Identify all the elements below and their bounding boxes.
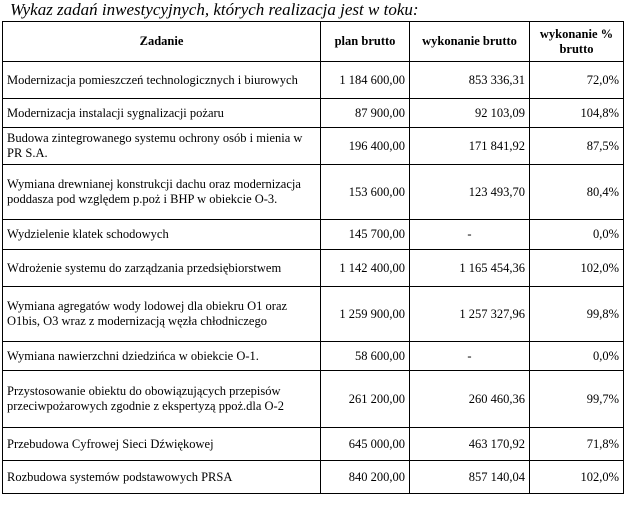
table-row xyxy=(3,287,624,342)
cell-pct: 80,4% xyxy=(530,165,624,220)
table-row xyxy=(3,371,624,428)
cell-plan: 261 200,00 xyxy=(321,371,410,428)
cell-pct: 71,8% xyxy=(530,428,624,461)
header-pct-line2: brutto xyxy=(559,41,594,56)
cell-task: Przystosowanie obiektu do obowiązujących przepisów przeciwpożarowych zgodnie z ekspertyzą ppoż.dla O-2 xyxy=(3,371,321,428)
cell-done: 857 140,04 xyxy=(410,461,530,494)
table-row xyxy=(3,99,624,128)
cell-done: 171 841,92 xyxy=(410,128,530,165)
table-row xyxy=(3,165,624,220)
cell-task: Modernizacja pomieszczeń technologicznych i biurowych xyxy=(3,62,321,99)
table-row xyxy=(3,428,624,461)
cell-done: 260 460,36 xyxy=(410,371,530,428)
cell-done: 92 103,09 xyxy=(410,99,530,128)
header-pct-line1: wykonanie % xyxy=(539,26,614,41)
header-pct xyxy=(530,22,624,62)
cell-task: Wydzielenie klatek schodowych xyxy=(3,220,321,250)
cell-plan: 87 900,00 xyxy=(321,99,410,128)
cell-plan: 58 600,00 xyxy=(321,342,410,371)
cell-done: 853 336,31 xyxy=(410,62,530,99)
cell-task: Wdrożenie systemu do zarządzania przedsiębiorstwem xyxy=(3,250,321,287)
cell-done: 463 170,92 xyxy=(410,428,530,461)
cell-pct: 99,8% xyxy=(530,287,624,342)
header-task: Zadanie xyxy=(3,22,321,62)
table-header-row xyxy=(3,22,624,62)
cell-plan: 840 200,00 xyxy=(321,461,410,494)
header-done: wykonanie brutto xyxy=(410,22,530,62)
cell-pct: 102,0% xyxy=(530,461,624,494)
cell-plan: 645 000,00 xyxy=(321,428,410,461)
cell-done: - xyxy=(410,220,530,250)
cell-plan: 153 600,00 xyxy=(321,165,410,220)
cell-task: Przebudowa Cyfrowej Sieci Dźwiękowej xyxy=(3,428,321,461)
investment-table xyxy=(2,21,624,494)
table-row xyxy=(3,250,624,287)
table-row xyxy=(3,461,624,494)
cell-pct: 0,0% xyxy=(530,342,624,371)
table-row xyxy=(3,342,624,371)
cell-done: - xyxy=(410,342,530,371)
cell-pct: 87,5% xyxy=(530,128,624,165)
cell-plan: 1 259 900,00 xyxy=(321,287,410,342)
cell-plan: 145 700,00 xyxy=(321,220,410,250)
cell-pct: 0,0% xyxy=(530,220,624,250)
page-title: Wykaz zadań inwestycyjnych, których realizacja jest w toku: xyxy=(10,0,419,19)
table-row xyxy=(3,62,624,99)
cell-plan: 1 142 400,00 xyxy=(321,250,410,287)
cell-task: Wymiana nawierzchni dziedzińca w obiekcie O-1. xyxy=(3,342,321,371)
cell-pct: 104,8% xyxy=(530,99,624,128)
cell-done: 1 165 454,36 xyxy=(410,250,530,287)
cell-task: Budowa zintegrowanego systemu ochrony osób i mienia w PR S.A. xyxy=(3,128,321,165)
cell-plan: 196 400,00 xyxy=(321,128,410,165)
table-row xyxy=(3,128,624,165)
cell-done: 1 257 327,96 xyxy=(410,287,530,342)
cell-done: 123 493,70 xyxy=(410,165,530,220)
cell-plan: 1 184 600,00 xyxy=(321,62,410,99)
cell-pct: 72,0% xyxy=(530,62,624,99)
cell-task: Rozbudowa systemów podstawowych PRSA xyxy=(3,461,321,494)
header-plan: plan brutto xyxy=(321,22,410,62)
cell-pct: 102,0% xyxy=(530,250,624,287)
cell-pct: 99,7% xyxy=(530,371,624,428)
cell-task: Wymiana drewnianej konstrukcji dachu oraz modernizacja poddasza pod względem p.poż i BHP w obiekcie O-3. xyxy=(3,165,321,220)
table-row xyxy=(3,220,624,250)
cell-task: Wymiana agregatów wody lodowej dla obiekru O1 oraz O1bis, O3 wraz z modernizacją węzła chłodniczego xyxy=(3,287,321,342)
cell-task: Modernizacja instalacji sygnalizacji pożaru xyxy=(3,99,321,128)
